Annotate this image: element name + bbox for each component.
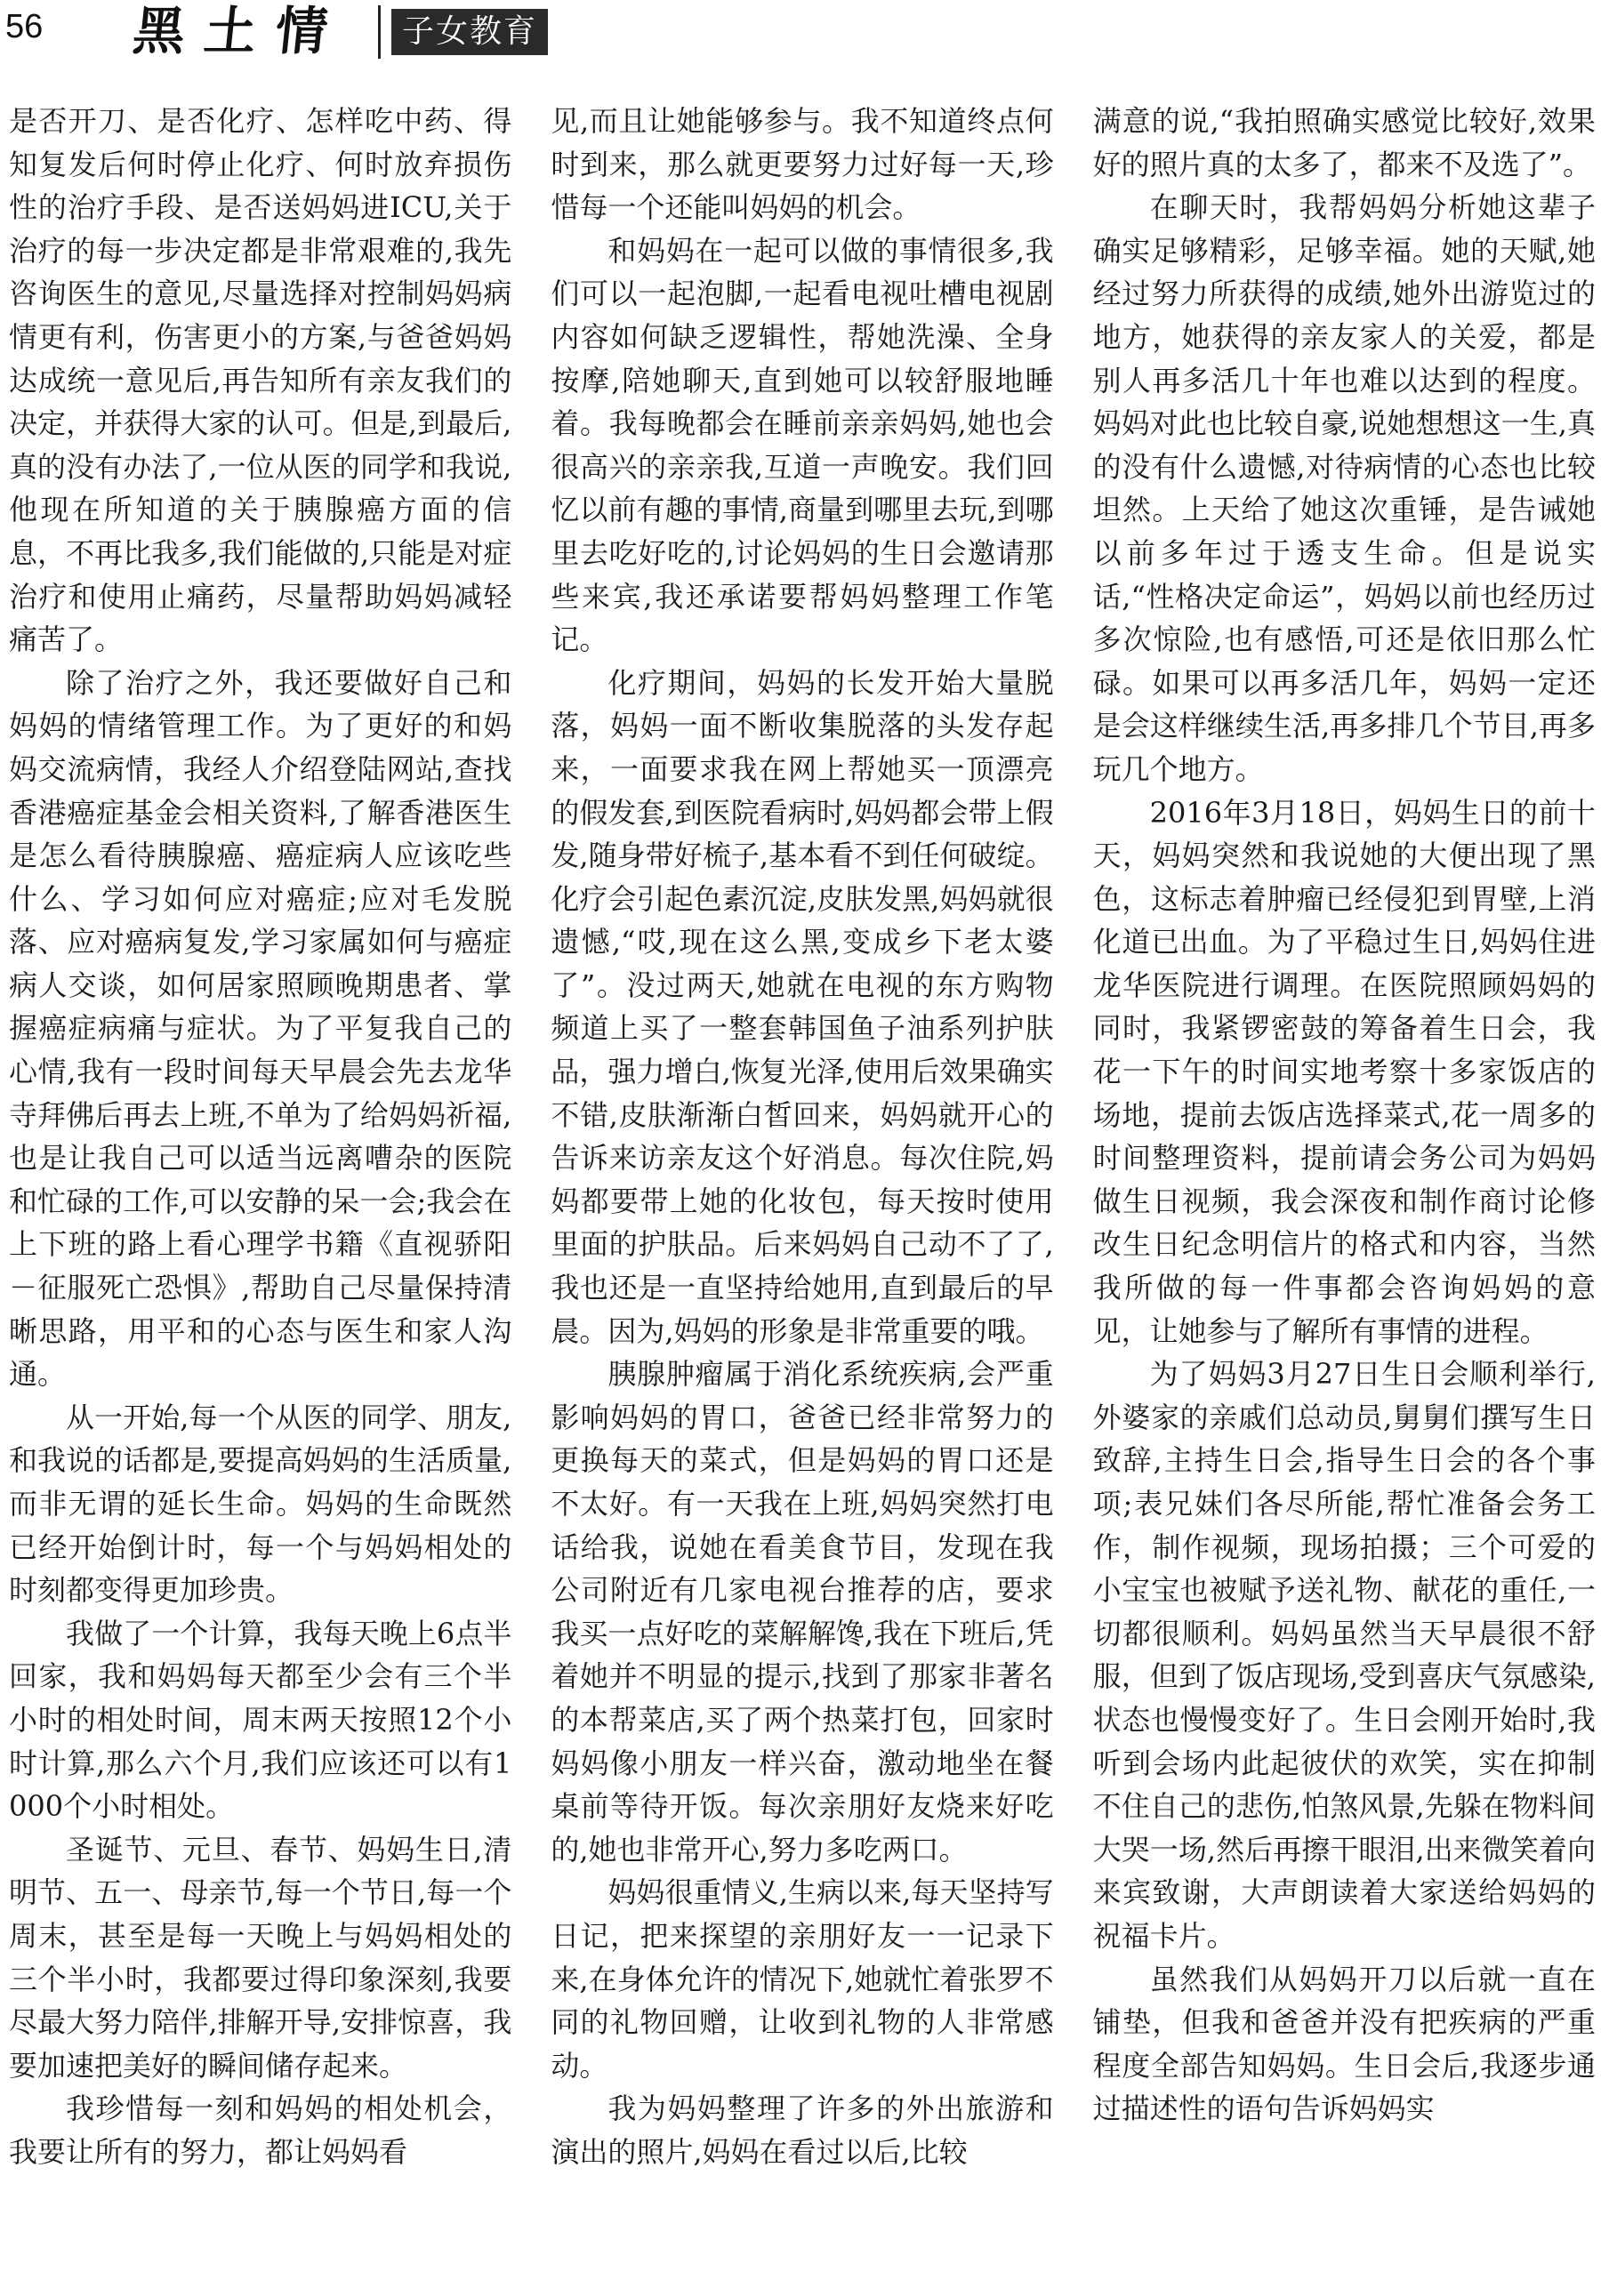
paragraph: 满意的说,“我拍照确实感觉比较好,效果好的照片真的太多了，都来不及选了”。 <box>1092 104 1596 181</box>
header-divider <box>378 5 381 59</box>
paragraph: 从一开始,每一个从医的同学、朋友,和我说的话都是,要提高妈妈的生活质量,而非无谓的延长生命。妈妈的生命既然已经开始倒计时，每一个与妈妈相处的时刻都变得更加珍贵。 <box>9 1400 512 1608</box>
paragraph: 虽然我们从妈妈开刀以后就一直在铺垫，但我和爸爸并没有把疾病的严重程度全部告知妈妈。生日会后,我逐步通过描述性的语句告诉妈妈实 <box>1092 1962 1596 2126</box>
paragraph: 我做了一个计算，我每天晚上6点半回家，我和妈妈每天都至少会有三个半小时的相处时间，周末两天按照12个小时计算,那么六个月,我们应该还可以有1000个小时相处。 <box>9 1616 512 1824</box>
article-column-3 <box>1093 100 1596 2296</box>
paragraph: 胰腺肿瘤属于消化系统疾病,会严重影响妈妈的胃口，爸爸已经非常努力的更换每天的菜式，但是妈妈的胃口还是不太好。有一天我在上班,妈妈突然打电话给我，说她在看美食节目，发现在我公司附近有几家电视台推荐的店，要求我买一点好吃的菜解解馋,我在下班后,凭着她并不明显的提示,找到了那家非著名的本帮菜店,买了两个热菜打包，回家时妈妈像小朋友一样兴奋，激动地坐在餐桌前等待开饭。每次亲朋好友烧来好吃的,她也非常开心,努力多吃两口。 <box>551 1357 1054 1867</box>
paragraph: 为了妈妈3月27日生日会顺利举行,外婆家的亲戚们总动员,舅舅们撰写生日致辞,主持生日会,指导生日会的各个事项;表兄妹们各尽所能,帮忙准备会务工作，制作视频，现场拍摄；三个可爱的小宝宝也被赋予送礼物、献花的重任,一切都很顺利。妈妈虽然当天早晨很不舒服，但到了饭店现场,受到喜庆气氛感染,状态也慢慢变好了。生日会刚开始时,我听到会场内此起彼伏的欢笑，实在抑制不住自己的悲伤,怕煞风景,先躲在物料间大哭一场,然后再擦干眼泪,出来微笑着向来宾致谢，大声朗读着大家送给妈妈的祝福卡片。 <box>1092 1357 1596 1953</box>
paragraph: 和妈妈在一起可以做的事情很多,我们可以一起泡脚,一起看电视吐槽电视剧内容如何缺乏逻辑性，帮她洗澡、全身按摩,陪她聊天,直到她可以较舒服地睡着。我每晚都会在睡前亲亲妈妈,她也会很高兴的亲亲我,互道一声晚安。我们回忆以前有趣的事情,商量到哪里去玩,到哪里去吃好吃的,讨论妈妈的生日会邀请那些来宾,我还承诺要帮妈妈整理工作笔记。 <box>551 233 1054 657</box>
paragraph: 在聊天时，我帮妈妈分析她这辈子确实足够精彩，足够幸福。她的天赋,她经过努力所获得的成绩,她外出游览过的地方，她获得的亲友家人的关爱，都是别人再多活几十年也难以达到的程度。妈妈对此也比较自豪,说她想想这一生,真的没有什么遗憾,对待病情的心态也比较坦然。上天给了她这次重锤，是告诫她以前多年过于透支生命。但是说实话,“性格决定命运”，妈妈以前也经历过多次惊险,也有感悟,可还是依旧那么忙碌。如果可以再多活几年，妈妈一定还是会这样继续生活,再多排几个节目,再多玩几个地方。 <box>1092 190 1596 786</box>
page-number: 56 <box>5 8 44 45</box>
paragraph: 2016年3月18日，妈妈生日的前十天，妈妈突然和我说她的大便出现了黑色，这标志着肿瘤已经侵犯到胃壁,上消化道已出血。为了平稳过生日,妈妈住进龙华医院进行调理。在医院照顾妈妈的同时，我紧锣密鼓的筹备着生日会，我花一下午的时间实地考察十多家饭店的场地，提前去饭店选择菜式,花一周多的时间整理资料，提前请会务公司为妈妈做生日视频，我会深夜和制作商讨论修改生日纪念明信片的格式和内容，当然我所做的每一件事都会咨询妈妈的意见，让她参与了解所有事情的进程。 <box>1092 795 1596 1348</box>
section-tag: 子女教育 <box>391 9 548 55</box>
paragraph: 除了治疗之外，我还要做好自己和妈妈的情绪管理工作。为了更好的和妈妈交流病情，我经人介绍登陆网站,查找香港癌症基金会相关资料,了解香港医生是怎么看待胰腺癌、癌症病人应该吃些什么、学习如何应对癌症;应对毛发脱落、应对癌病复发,学习家属如何与癌症病人交谈，如何居家照顾晚期患者、掌握癌症病痛与症状。为了平复我自己的心情,我有一段时间每天早晨会先去龙华寺拜佛后再去上班,不单为了给妈妈祈福,也是让我自己可以适当远离嘈杂的医院和忙碌的工作,可以安静的呆一会;我会在上下班的路上看心理学书籍《直视骄阳－征服死亡恐惧》,帮助自己尽量保持清晰思路，用平和的心态与医生和家人沟通。 <box>9 665 512 1392</box>
paragraph: 妈妈很重情义,生病以来,每天坚持写日记，把来探望的亲朋好友一一记录下来,在身体允许的情况下,她就忙着张罗不同的礼物回赠，让收到礼物的人非常感动。 <box>551 1875 1054 2083</box>
article-column-2 <box>551 100 1053 2296</box>
masthead-logo: 黑土情 <box>130 1 350 61</box>
paragraph: 我为妈妈整理了许多的外出旅游和演出的照片,妈妈在看过以后,比较 <box>551 2091 1054 2169</box>
article-body <box>9 100 1596 2296</box>
article-column-1 <box>9 100 511 2296</box>
paragraph: 我珍惜每一刻和妈妈的相处机会，我要让所有的努力，都让妈妈看 <box>9 2091 512 2169</box>
paragraph: 见,而且让她能够参与。我不知道终点何时到来，那么就更要努力过好每一天,珍惜每一个还能叫妈妈的机会。 <box>551 104 1054 225</box>
paragraph: 是否开刀、是否化疗、怎样吃中药、得知复发后何时停止化疗、何时放弃损伤性的治疗手段、是否送妈妈进ICU,关于治疗的每一步决定都是非常艰难的,我先咨询医生的意见,尽量选择对控制妈妈病情更有利，伤害更小的方案,与爸爸妈妈达成统一意见后,再告知所有亲友我们的决定，并获得大家的认可。但是,到最后,真的没有办法了,一位从医的同学和我说,他现在所知道的关于胰腺癌方面的信息，不再比我多,我们能做的,只能是对症治疗和使用止痛药，尽量帮助妈妈减轻痛苦了。 <box>9 104 512 657</box>
paragraph: 化疗期间，妈妈的长发开始大量脱落，妈妈一面不断收集脱落的头发存起来，一面要求我在网上帮她买一顶漂亮的假发套,到医院看病时,妈妈都会带上假发,随身带好梳子,基本看不到任何破绽。化疗会引起色素沉淀,皮肤发黑,妈妈就很遗憾,“哎,现在这么黑,变成乡下老太婆了”。没过两天,她就在电视的东方购物频道上买了一整套韩国鱼子油系列护肤品，强力增白,恢复光泽,使用后效果确实不错,皮肤渐渐白皙回来，妈妈就开心的告诉来访亲友这个好消息。每次住院,妈妈都要带上她的化妆包，每天按时使用里面的护肤品。后来妈妈自己动不了了,我也还是一直坚持给她用,直到最后的早晨。因为,妈妈的形象是非常重要的哦。 <box>551 665 1054 1348</box>
page-header <box>0 0 1601 62</box>
paragraph: 圣诞节、元旦、春节、妈妈生日,清明节、五一、母亲节,每一个节日,每一个周末，甚至是每一天晚上与妈妈相处的三个半小时，我都要过得印象深刻,我要尽最大努力陪伴,排解开导,安排惊喜，我要加速把美好的瞬间储存起来。 <box>9 1832 512 2083</box>
